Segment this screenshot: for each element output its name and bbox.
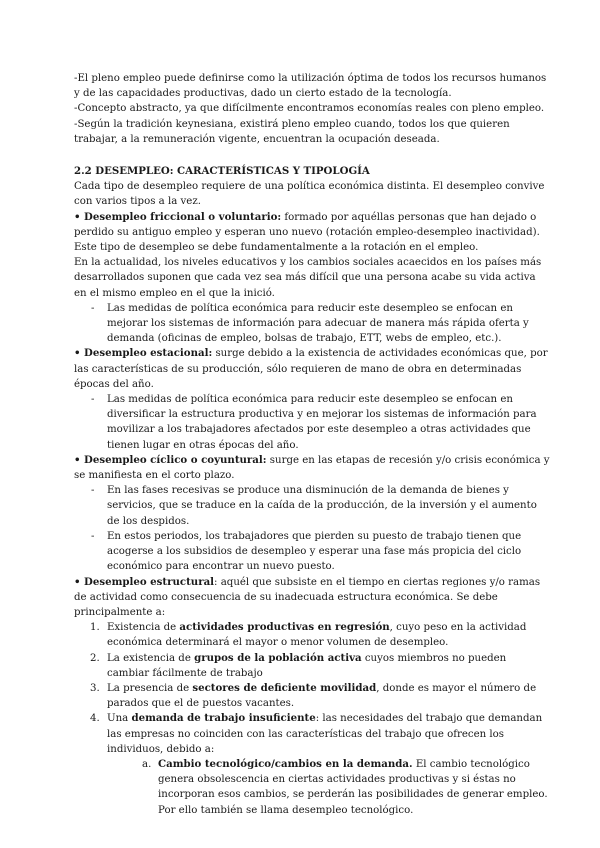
- item-text: La presencia de: [107, 682, 193, 694]
- list-number: 3.: [90, 682, 100, 694]
- estructural-label: • Desempleo estructural: [74, 575, 215, 588]
- dash-bullet: -: [91, 302, 95, 314]
- list-number: 1.: [90, 622, 100, 634]
- estacional-paragraph: [74, 346, 550, 392]
- subitem-text: El cambio tecnológico genera obsolescencia en ciertas actividades productivas y si éstas no incorporan esos cambios, se perderán las posibilidades de generar empleo. Por ello también se llama desempleo tecnológico.: [158, 758, 548, 816]
- item-text: , cuyo peso en la actividad económica determinará el mayor o menor volumen de desempleo.: [107, 622, 527, 649]
- estructural-item-3: [74, 681, 550, 711]
- estructural-subitem-a: [74, 757, 550, 818]
- intro-paragraph-3: -Según la tradición keynesiana, existirá pleno empleo cuando, todos los que quieren trabajar, a la remuneración vigente, encuentran la ocupación deseada.: [74, 118, 510, 145]
- ciclico-label: • Desempleo cíclico o coyuntural:: [74, 453, 267, 466]
- dash-bullet: -: [91, 394, 95, 406]
- dash-bullet: -: [91, 485, 95, 497]
- item-text: Una: [107, 713, 132, 725]
- friccional-bullet: [74, 301, 550, 347]
- item-text: , donde es mayor el número de parados que el de puestos vacantes.: [107, 682, 537, 710]
- ciclico-bullet-1: [74, 483, 550, 529]
- list-number: 2.: [90, 652, 100, 664]
- subitem-bold-text: Cambio tecnológico/cambios en la demanda.: [158, 757, 413, 770]
- friccional-text: formado por aquéllas personas que han dejado o perdido su antiguo empleo y esperan uno nuevo (rotación empleo-desempleo inactividad). Este tipo de desempleo se debe fundamentalmente a la rotación en el empleo.: [74, 211, 540, 254]
- estructural-item-4: [74, 711, 550, 757]
- estacional-bullet: [74, 392, 550, 453]
- item-bold-text: demanda de trabajo insuficiente: [131, 712, 316, 725]
- item-text: : las necesidades del trabajo que demandan las empresas no coinciden con las características del trabajo que ofrecen los individuos, debido a:: [107, 713, 543, 755]
- section-title: 2.2 DESEMPLEO: CARACTERÍSTICAS Y TIPOLOGÍA: [74, 165, 370, 178]
- intro-paragraph-1: -El pleno empleo puede definirse como la utilización óptima de todos los recursos humanos y de las capacidades productivas, dado un cierto estado de la tecnología.: [74, 73, 547, 100]
- estacional-bullet-text: Las medidas de política económica para reducir este desempleo se enfocan en diversificar la estructura productiva y en mejorar los sistemas de información para movilizar a los trabajadores afectados por este desempleo a otras actividades que tienen lugar en otras épocas del año.: [107, 394, 537, 451]
- item-text: La existencia de: [107, 652, 195, 664]
- ciclico-bullet-text-2: En estos periodos, los trabajadores que pierden su puesto de trabajo tienen que acogerse a los subsidios de desempleo y esperar una fase más propicia del ciclo económico para encontrar un nuevo puesto.: [107, 530, 522, 573]
- estacional-label: • Desempleo estacional:: [74, 347, 213, 360]
- item-bold-text: actividades productivas en regresión: [179, 621, 390, 634]
- ciclico-paragraph: [74, 453, 550, 483]
- item-text: Existencia de: [107, 622, 180, 634]
- ciclico-bullet-text-1: En las fases recesivas se produce una disminución de la demanda de bienes y servicios, que se traduce en la caída de la producción, de la inversión y el aumento de los despidos.: [107, 485, 537, 527]
- section-intro: Cada tipo de desempleo requiere de una política económica distinta. El desempleo convive con varios tipos a la vez.: [74, 181, 545, 208]
- friccional-extra: En la actualidad, los niveles educativos y los cambios sociales acaecidos en los países más desarrollados suponen que cada vez sea más difícil que una persona acabe su vida activa en el mismo empleo en el que la inició.: [74, 257, 542, 299]
- friccional-label: • Desempleo friccional o voluntario:: [74, 210, 282, 223]
- item-bold-text: grupos de la población activa: [194, 651, 362, 664]
- estructural-paragraph: [74, 575, 550, 621]
- estructural-text: : aquél que subsiste en el tiempo en ciertas regiones y/o ramas de actividad como consecuencia de su inadecuada estructura económica. Se debe principalmente a:: [74, 576, 541, 618]
- ciclico-bullet-2: [74, 529, 550, 575]
- list-letter: a.: [142, 758, 152, 770]
- dash-bullet: -: [91, 530, 95, 542]
- friccional-paragraph: [74, 210, 550, 256]
- item-text: cuyos miembros no pueden cambiar fácilmente de trabajo: [107, 652, 507, 679]
- estructural-item-2: [74, 651, 550, 681]
- intro-paragraph-2: -Concepto abstracto, ya que difícilmente encontramos economías reales con pleno empleo.: [74, 103, 545, 115]
- estructural-item-1: [74, 620, 550, 650]
- item-bold-text: sectores de deficiente movilidad: [192, 681, 377, 694]
- estacional-text: surge debido a la existencia de actividades económicas que, por las características de su producción, sólo requieren de mano de obra en determinadas épocas del año.: [74, 348, 548, 390]
- ciclico-text: surge en las etapas de recesión y/o crisis económica y se manifiesta en el corto plazo.: [74, 454, 550, 482]
- list-number: 4.: [90, 713, 100, 725]
- friccional-bullet-text: Las medidas de política económica para reducir este desempleo se enfocan en mejorar los sistemas de información para adecuar de manera más rápida oferta y demanda (oficinas de empleo, bolsas de trabajo, ETT, webs de empleo, etc.).: [107, 302, 529, 345]
